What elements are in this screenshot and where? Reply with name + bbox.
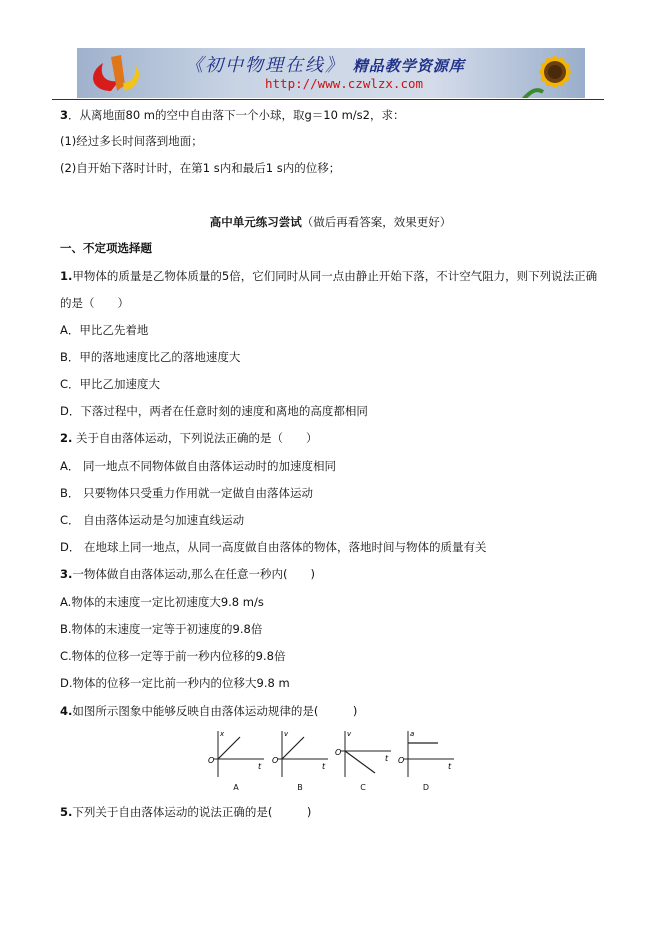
q3b-option-d: D.物体的位移一定比前一秒内的位移大9.8 m [60, 676, 290, 690]
section-heading: 一、不定项选择题 [60, 241, 152, 255]
q3b-option-c: C.物体的位移一定等于前一秒内位移的9.8倍 [60, 649, 286, 663]
q3-stem [60, 108, 404, 122]
q2-stem [60, 431, 318, 445]
q3b-option-a: A.物体的末速度一定比初速度大9.8 m/s [60, 595, 264, 609]
q3b-stem-text: 一物体做自由落体运动,那么在任意一秒内( ) [72, 567, 316, 581]
graph-a [206, 727, 268, 792]
practice-title-note: （做后再看答案，效果更好） [301, 215, 452, 229]
q2-option-b: B． 只要物体只受重力作用就一定做自由落体运动 [60, 486, 314, 500]
graph-c-label: C [360, 783, 366, 792]
q4-stem-text: 如图所示图象中能够反映自由落体运动规律的是( ) [72, 704, 358, 718]
q3-number: 3 [60, 108, 69, 122]
q3b-number: 3. [60, 567, 73, 581]
q3b-stem [60, 567, 315, 581]
q2-option-c: C． 自由落体运动是匀加速直线运动 [60, 513, 245, 527]
graph-a-label: A [233, 783, 239, 792]
graph-a-yaxis: x [220, 730, 225, 738]
graph-d-xaxis: t [448, 762, 452, 771]
header-banner [77, 48, 585, 98]
graph-d [396, 727, 458, 792]
q2-option-a: A． 同一地点不同物体做自由落体运动时的加速度相同 [60, 459, 337, 473]
q1-option-b: B．甲的落地速度比乙的落地速度大 [60, 350, 241, 364]
graph-b-line [282, 737, 304, 759]
graph-b-plot [270, 727, 332, 783]
graph-c-xaxis: t [385, 754, 389, 763]
graph-d-origin: O [398, 756, 405, 765]
graph-a-xaxis: t [258, 762, 262, 771]
q2-stem-text: 关于自由落体运动，下列说法正确的是（ ） [72, 431, 318, 445]
q1-stem-text: 甲物体的质量是乙物体质量的5倍，它们同时从同一点由静止开始下落，不计空气阻力，则下列说法正确 [72, 269, 598, 283]
graph-b [270, 727, 332, 792]
q5-stem-text: 下列关于自由落体运动的说法正确的是( ) [72, 805, 312, 819]
banner-title-main: 《初中物理在线》 [185, 55, 345, 76]
q1-option-c: C．甲比乙加速度大 [60, 377, 161, 391]
q3b-option-b: B.物体的末速度一定等于初速度的9.8倍 [60, 622, 263, 636]
q1-stem-line2: 的是（ ） [60, 296, 129, 310]
graph-c [333, 727, 395, 792]
graph-c-yaxis: v [347, 730, 352, 738]
graph-d-yaxis: a [410, 730, 415, 738]
graph-d-label: D [422, 783, 430, 792]
graph-b-yaxis: v [284, 730, 289, 738]
q1-number: 1. [60, 269, 73, 283]
sunflower-icon [517, 48, 585, 98]
q1-option-d: D．下落过程中，两者在任意时刻的速度和离地的高度都相同 [60, 404, 368, 418]
banner-url: http://www.czwlzx.com [265, 76, 424, 91]
graph-b-xaxis: t [322, 762, 326, 771]
banner-title [185, 51, 465, 77]
graph-c-plot [333, 727, 395, 783]
q3-number-dot: ． [68, 108, 80, 122]
practice-title [0, 215, 661, 229]
q3-part2: (2)自开始下落时计时，在第1 s内和最后1 s内的位移； [60, 161, 341, 175]
practice-title-main: 高中单元练习尝试 [209, 215, 302, 229]
graph-b-label: B [297, 783, 303, 792]
header-divider [52, 99, 604, 100]
q1-option-a: A．甲比乙先着地 [60, 323, 149, 337]
graph-b-origin: O [272, 756, 279, 765]
q4-number: 4. [60, 704, 73, 718]
q3-part1: (1)经过多长时间落到地面； [60, 134, 203, 148]
q5-number: 5. [60, 805, 73, 819]
graph-a-plot [206, 727, 268, 783]
banner-title-sub: 精品教学资源库 [352, 57, 465, 75]
logo-icon [81, 51, 151, 95]
q5-stem [60, 805, 311, 819]
graph-c-line [345, 751, 375, 773]
q2-option-d: D． 在地球上同一地点，从同一高度做自由落体的物体，落地时间与物体的质量有关 [60, 540, 487, 554]
graph-a-origin: O [208, 756, 215, 765]
graph-d-plot [396, 727, 458, 783]
graph-c-origin: O [335, 748, 342, 757]
graph-a-line [218, 737, 240, 759]
q2-number: 2. [60, 431, 73, 445]
q3-stem-text: 从离地面80 m的空中自由落下一个小球，取g＝10 m/s2，求： [79, 108, 405, 122]
q1-stem [60, 269, 597, 283]
q4-stem [60, 704, 357, 718]
